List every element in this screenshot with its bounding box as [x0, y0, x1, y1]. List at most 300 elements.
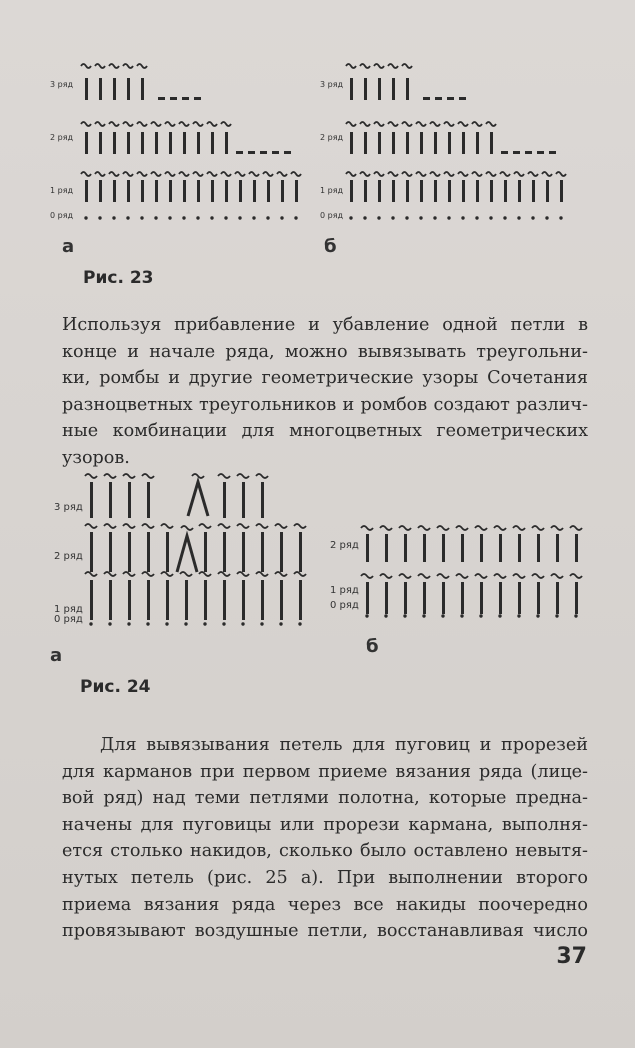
- stitch-bar-mark: [128, 482, 131, 518]
- stitch-loop-mark: [81, 64, 91, 68]
- stitch-loop-mark: [472, 172, 482, 176]
- stitch-bar-mark: [197, 180, 200, 202]
- stitch-loop-mark: [528, 172, 538, 176]
- stitch-loop-mark: [532, 526, 544, 530]
- stitch-loop-mark: [85, 524, 97, 528]
- stitch-dot-mark: [545, 216, 548, 219]
- paragraph-2-line: ется столько накидов, сколько было оставлено невытя-: [62, 841, 588, 862]
- stitch-dash-mark: [158, 97, 165, 100]
- stitch-loop-mark: [95, 122, 105, 126]
- stitch-bar-mark: [128, 532, 131, 572]
- fig23a-letter: а: [62, 236, 75, 257]
- figure-23a-svg: [80, 52, 310, 232]
- stitch-dot-mark: [182, 216, 185, 219]
- stitch-loop-mark: [109, 172, 119, 176]
- stitch-bar-mark: [127, 132, 130, 154]
- stitch-loop-mark: [402, 172, 412, 176]
- paragraph-2-line: начены для пуговицы или прорези кармана, выполня-: [62, 814, 588, 835]
- stitch-bar-mark: [261, 580, 264, 620]
- stitch-loop-mark: [416, 172, 426, 176]
- stitch-dot-mark: [127, 622, 130, 625]
- stitch-dot-mark: [555, 614, 558, 617]
- stitch-bar-mark: [141, 180, 144, 202]
- stitch-loop-mark: [514, 172, 524, 176]
- stitch-bar-mark: [280, 532, 283, 572]
- stitch-dot-mark: [294, 216, 297, 219]
- stitch-bar-mark: [406, 78, 409, 100]
- stitch-bar-mark: [204, 580, 207, 620]
- stitch-loop-mark: [207, 122, 217, 126]
- stitch-bar-mark: [185, 580, 188, 620]
- stitch-loop-mark: [180, 572, 192, 576]
- paragraph-2-line: провязывают воздушные петли, восстанавливая число: [62, 921, 588, 942]
- stitch-bar-mark: [127, 180, 130, 202]
- stitch-loop-mark: [123, 572, 135, 576]
- paragraph-1-line: ные комбинации для многоцветных геометрических: [62, 421, 588, 442]
- stitch-loop-mark: [346, 64, 356, 68]
- stitch-dash-mark: [194, 97, 201, 100]
- stitch-dot-mark: [475, 216, 478, 219]
- stitch-loop-mark: [123, 122, 133, 126]
- stitch-bar-mark: [141, 132, 144, 154]
- stitch-loop-mark: [151, 122, 161, 126]
- stitch-dot-mark: [112, 216, 115, 219]
- stitch-loop-mark: [81, 122, 91, 126]
- stitch-dot-mark: [489, 216, 492, 219]
- stitch-loop-mark: [513, 526, 525, 530]
- stitch-loop-mark: [570, 526, 582, 530]
- fig24a-row1-label: 1 ряд: [54, 604, 83, 615]
- stitch-bar-mark: [404, 534, 407, 562]
- stitch-loop-mark: [361, 526, 373, 530]
- stitch-bar-mark: [385, 582, 388, 614]
- paragraph-1-line: узоров.: [62, 447, 130, 468]
- stitch-loop-mark: [380, 574, 392, 578]
- paragraph-1-line: конце и начале ряда, можно вывязывать треугольни-: [62, 341, 588, 362]
- stitch-bar-mark: [90, 580, 93, 620]
- stitch-bar-mark: [364, 78, 367, 100]
- stitch-bar-mark: [155, 180, 158, 202]
- fig23b-row0-label: 0 ряд: [320, 211, 344, 220]
- paragraph-2-line: нутых петель (рис. 25 а). При выполнении второго: [62, 867, 588, 888]
- stitch-loop-mark: [458, 122, 468, 126]
- paragraph-1-line: ки, ромбы и другие геометрические узоры Сочетания: [62, 368, 588, 389]
- stitch-loop-mark: [360, 64, 370, 68]
- figure-24b-svg: [360, 520, 590, 630]
- page-number: 37: [556, 944, 587, 969]
- stitch-dot-mark: [531, 216, 534, 219]
- stitch-dot-mark: [422, 614, 425, 617]
- fig23a-row3-label: 3 ряд: [50, 80, 74, 89]
- stitch-bar-mark: [385, 534, 388, 562]
- stitch-bar-mark: [556, 534, 559, 562]
- stitch-loop-mark: [193, 172, 203, 176]
- stitch-bar-mark: [480, 582, 483, 614]
- stitch-bar-mark: [169, 132, 172, 154]
- stitch-bar-mark: [166, 532, 169, 572]
- stitch-bar-mark: [155, 132, 158, 154]
- stitch-dot-mark: [279, 622, 282, 625]
- stitch-bar-mark: [392, 132, 395, 154]
- stitch-loop-mark: [374, 172, 384, 176]
- stitch-bar-mark: [518, 534, 521, 562]
- stitch-loop-mark: [142, 572, 154, 576]
- stitch-loop-mark: [277, 172, 287, 176]
- stitch-bar-mark: [404, 582, 407, 614]
- stitch-bar-mark: [239, 180, 242, 202]
- stitch-bar-mark: [442, 582, 445, 614]
- stitch-dot-mark: [84, 216, 87, 219]
- stitch-dash-mark: [549, 151, 556, 154]
- stitch-dot-mark: [89, 622, 92, 625]
- paragraph-2-line: приема вязания ряда через все накиды поочередно: [62, 894, 588, 915]
- stitch-loop-mark: [551, 574, 563, 578]
- stitch-loop-mark: [221, 172, 231, 176]
- stitch-dash-mark: [435, 97, 442, 100]
- stitch-loop-mark: [199, 572, 211, 576]
- stitch-dot-mark: [503, 216, 506, 219]
- stitch-loop-mark: [104, 572, 116, 576]
- fig24b-row2-label: 2 ряд: [330, 540, 359, 551]
- stitch-loop-mark: [109, 122, 119, 126]
- stitch-bar-mark: [462, 132, 465, 154]
- stitch-bar-mark: [261, 532, 264, 572]
- stitch-dot-mark: [391, 216, 394, 219]
- stitch-bar-mark: [378, 180, 381, 202]
- stitch-loop-mark: [361, 574, 373, 578]
- stitch-loop-mark: [402, 122, 412, 126]
- stitch-bar-mark: [406, 180, 409, 202]
- stitch-bar-mark: [113, 132, 116, 154]
- stitch-loop-mark: [388, 172, 398, 176]
- stitch-loop-mark: [256, 474, 268, 478]
- stitch-bar-mark: [575, 582, 578, 614]
- fig24b-row1-label: 1 ряд: [330, 585, 359, 596]
- stitch-bar-mark: [299, 532, 302, 572]
- stitch-bar-mark: [261, 482, 264, 518]
- paragraph-1-line: разноцветных треугольников и ромбов создают различ-: [62, 394, 588, 415]
- stitch-loop-mark: [402, 64, 412, 68]
- stitch-bar-mark: [113, 78, 116, 100]
- stitch-dot-mark: [146, 622, 149, 625]
- stitch-dot-mark: [405, 216, 408, 219]
- stitch-loop-mark: [494, 526, 506, 530]
- stitch-bar-mark: [90, 482, 93, 518]
- stitch-bar-mark: [499, 534, 502, 562]
- fig23b-row3-label: 3 ряд: [320, 80, 344, 89]
- fig23a-row0-label: 0 ряд: [50, 211, 74, 220]
- figure-23b-diagram: [345, 52, 580, 232]
- stitch-bar-mark: [295, 180, 298, 202]
- stitch-bar-mark: [183, 180, 186, 202]
- stitch-bar-mark: [546, 180, 549, 202]
- stitch-bar-mark: [242, 482, 245, 518]
- stitch-bar-mark: [90, 532, 93, 572]
- stitch-dot-mark: [280, 216, 283, 219]
- stitch-bar-mark: [480, 534, 483, 562]
- paragraph-1: [62, 312, 588, 472]
- stitch-dot-mark: [460, 614, 463, 617]
- stitch-dash-mark: [513, 151, 520, 154]
- stitch-bar-mark: [490, 132, 493, 154]
- paragraph-2-line: Для вывязывания петель для пуговиц и прорезей: [100, 735, 588, 755]
- stitch-bar-mark: [242, 532, 245, 572]
- stitch-bar-mark: [476, 180, 479, 202]
- stitch-bar-mark: [350, 132, 353, 154]
- stitch-loop-mark: [486, 172, 496, 176]
- stitch-bar-mark: [166, 580, 169, 620]
- stitch-bar-mark: [147, 580, 150, 620]
- stitch-bar-mark: [434, 180, 437, 202]
- stitch-loop-mark: [475, 526, 487, 530]
- stitch-loop-mark: [399, 526, 411, 530]
- stitch-loop-mark: [456, 526, 468, 530]
- stitch-dash-mark: [284, 151, 291, 154]
- stitch-loop-mark: [542, 172, 552, 176]
- figure-24a-diagram: [84, 470, 314, 640]
- stitch-loop-mark: [165, 172, 175, 176]
- stitch-dash-mark: [260, 151, 267, 154]
- stitch-dot-mark: [196, 216, 199, 219]
- stitch-dash-mark: [423, 97, 430, 100]
- stitch-loop-mark: [275, 524, 287, 528]
- stitch-loop-mark: [249, 172, 259, 176]
- figure-24-caption: Рис. 24: [80, 677, 151, 697]
- stitch-loop-mark: [95, 172, 105, 176]
- stitch-bar-mark: [225, 180, 228, 202]
- stitch-bar-mark: [490, 180, 493, 202]
- stitch-loop-mark: [263, 172, 273, 176]
- stitch-dot-mark: [517, 216, 520, 219]
- figure-23a-diagram: [80, 52, 310, 232]
- stitch-loop-mark: [207, 172, 217, 176]
- stitch-bar-mark: [350, 180, 353, 202]
- stitch-loop-mark: [237, 524, 249, 528]
- stitch-dash-mark: [501, 151, 508, 154]
- stitch-loop-mark: [532, 574, 544, 578]
- stitch-loop-mark: [458, 172, 468, 176]
- stitch-bar-mark: [448, 180, 451, 202]
- stitch-dash-mark: [537, 151, 544, 154]
- stitch-bar-mark: [462, 180, 465, 202]
- stitch-dot-mark: [384, 614, 387, 617]
- stitch-bar-mark: [499, 582, 502, 614]
- stitch-loop-mark: [123, 474, 135, 478]
- stitch-loop-mark: [165, 122, 175, 126]
- stitch-loop-mark: [294, 572, 306, 576]
- paragraph-2: [62, 732, 588, 945]
- stitch-loop-mark: [275, 572, 287, 576]
- stitch-bar-mark: [420, 180, 423, 202]
- stitch-loop-mark: [486, 122, 496, 126]
- fig23a-row2-label: 2 ряд: [50, 133, 74, 142]
- stitch-dot-mark: [203, 622, 206, 625]
- stitch-dot-mark: [266, 216, 269, 219]
- stitch-bar-mark: [141, 78, 144, 100]
- stitch-dot-mark: [184, 622, 187, 625]
- stitch-dot-mark: [403, 614, 406, 617]
- stitch-dot-mark: [108, 622, 111, 625]
- stitch-bar-mark: [518, 582, 521, 614]
- stitch-dot-mark: [574, 614, 577, 617]
- stitch-loop-mark: [199, 524, 211, 528]
- stitch-bar-mark: [197, 132, 200, 154]
- stitch-loop-mark: [418, 526, 430, 530]
- stitch-dot-mark: [252, 216, 255, 219]
- stitch-bar-mark: [225, 132, 228, 154]
- fig24a-row3-label: 3 ряд: [54, 502, 83, 513]
- stitch-bar-mark: [364, 180, 367, 202]
- stitch-dash-mark: [459, 97, 466, 100]
- stitch-loop-mark: [374, 122, 384, 126]
- stitch-loop-mark: [430, 172, 440, 176]
- stitch-bar-mark: [378, 132, 381, 154]
- fig24a-row2-label: 2 ряд: [54, 551, 83, 562]
- stitch-bar-mark: [183, 132, 186, 154]
- stitch-dot-mark: [165, 622, 168, 625]
- stitch-dot-mark: [349, 216, 352, 219]
- stitch-bar-mark: [350, 78, 353, 100]
- stitch-dash-mark: [272, 151, 279, 154]
- stitch-loop-mark: [388, 64, 398, 68]
- stitch-bar-mark: [85, 132, 88, 154]
- stitch-loop-mark: [95, 64, 105, 68]
- stitch-bar-mark: [434, 132, 437, 154]
- stitch-dot-mark: [210, 216, 213, 219]
- stitch-dot-mark: [461, 216, 464, 219]
- stitch-bar-mark: [537, 534, 540, 562]
- fig24b-row0-label: 0 ряд: [330, 600, 359, 611]
- stitch-loop-mark: [380, 526, 392, 530]
- fig23a-row1-label: 1 ряд: [50, 186, 74, 195]
- stitch-loop-mark: [437, 526, 449, 530]
- stitch-loop-mark: [472, 122, 482, 126]
- stitch-bar-mark: [504, 180, 507, 202]
- stitch-bar-mark: [423, 534, 426, 562]
- stitch-dash-mark: [447, 97, 454, 100]
- stitch-loop-mark: [123, 524, 135, 528]
- stitch-bar-mark: [109, 580, 112, 620]
- stitch-dot-mark: [517, 614, 520, 617]
- stitch-bar-mark: [99, 132, 102, 154]
- stitch-dot-mark: [238, 216, 241, 219]
- stitch-dash-mark: [236, 151, 243, 154]
- stitch-dot-mark: [126, 216, 129, 219]
- stitch-loop-mark: [151, 172, 161, 176]
- stitch-bar-mark: [211, 180, 214, 202]
- stitch-bar-mark: [281, 180, 284, 202]
- stitch-dot-mark: [298, 622, 301, 625]
- stitch-bar-mark: [575, 534, 578, 562]
- stitch-bar-mark: [537, 582, 540, 614]
- stitch-dot-mark: [433, 216, 436, 219]
- decrease-mark: [188, 482, 208, 516]
- stitch-bar-mark: [223, 482, 226, 518]
- stitch-bar-mark: [392, 78, 395, 100]
- stitch-loop-mark: [294, 524, 306, 528]
- stitch-loop-mark: [360, 172, 370, 176]
- paragraph-2-line: вой ряд) над теми петлями полотна, которые предна-: [62, 788, 588, 809]
- stitch-dot-mark: [98, 216, 101, 219]
- stitch-bar-mark: [127, 78, 130, 100]
- stitch-bar-mark: [109, 532, 112, 572]
- stitch-loop-mark: [291, 172, 301, 176]
- stitch-loop-mark: [218, 474, 230, 478]
- stitch-bar-mark: [299, 580, 302, 620]
- stitch-loop-mark: [430, 122, 440, 126]
- stitch-loop-mark: [161, 524, 173, 528]
- stitch-bar-mark: [99, 180, 102, 202]
- stitch-loop-mark: [256, 524, 268, 528]
- stitch-loop-mark: [513, 574, 525, 578]
- stitch-loop-mark: [221, 122, 231, 126]
- stitch-loop-mark: [137, 172, 147, 176]
- stitch-bar-mark: [366, 534, 369, 562]
- figure-24a-svg: [84, 470, 314, 640]
- stitch-loop-mark: [137, 122, 147, 126]
- stitch-bar-mark: [204, 532, 207, 572]
- stitch-bar-mark: [147, 532, 150, 572]
- stitch-loop-mark: [81, 172, 91, 176]
- stitch-loop-mark: [142, 474, 154, 478]
- stitch-bar-mark: [406, 132, 409, 154]
- stitch-loop-mark: [437, 574, 449, 578]
- stitch-loop-mark: [374, 64, 384, 68]
- stitch-bar-mark: [113, 180, 116, 202]
- figure-23-caption: Рис. 23: [83, 268, 154, 288]
- stitch-bar-mark: [392, 180, 395, 202]
- stitch-loop-mark: [123, 172, 133, 176]
- stitch-dot-mark: [365, 614, 368, 617]
- stitch-loop-mark: [193, 122, 203, 126]
- stitch-loop-mark: [475, 574, 487, 578]
- stitch-bar-mark: [518, 180, 521, 202]
- stitch-bar-mark: [560, 180, 563, 202]
- stitch-dash-mark: [248, 151, 255, 154]
- paragraph-1-line: Используя прибавление и убавление одной петли в: [62, 315, 588, 335]
- stitch-loop-mark: [444, 172, 454, 176]
- stitch-loop-mark: [123, 64, 133, 68]
- stitch-loop-mark: [500, 172, 510, 176]
- stitch-dot-mark: [241, 622, 244, 625]
- stitch-dot-mark: [222, 622, 225, 625]
- stitch-bar-mark: [223, 580, 226, 620]
- stitch-loop-mark: [418, 574, 430, 578]
- stitch-bar-mark: [99, 78, 102, 100]
- stitch-loop-mark: [416, 122, 426, 126]
- fig23b-row1-label: 1 ряд: [320, 186, 344, 195]
- stitch-loop-mark: [456, 574, 468, 578]
- stitch-loop-mark: [181, 526, 193, 530]
- fig24b-letter: б: [366, 636, 379, 657]
- stitch-dash-mark: [525, 151, 532, 154]
- stitch-loop-mark: [104, 524, 116, 528]
- paragraph-2-line: для карманов при первом приеме вязания ряда (лице-: [62, 761, 588, 782]
- stitch-bar-mark: [242, 580, 245, 620]
- stitch-bar-mark: [448, 132, 451, 154]
- stitch-dot-mark: [140, 216, 143, 219]
- stitch-loop-mark: [235, 172, 245, 176]
- stitch-dot-mark: [154, 216, 157, 219]
- stitch-dash-mark: [182, 97, 189, 100]
- stitch-loop-mark: [179, 172, 189, 176]
- stitch-loop-mark: [237, 572, 249, 576]
- stitch-bar-mark: [85, 180, 88, 202]
- stitch-bar-mark: [109, 482, 112, 518]
- stitch-bar-mark: [556, 582, 559, 614]
- stitch-loop-mark: [556, 172, 566, 176]
- stitch-loop-mark: [218, 572, 230, 576]
